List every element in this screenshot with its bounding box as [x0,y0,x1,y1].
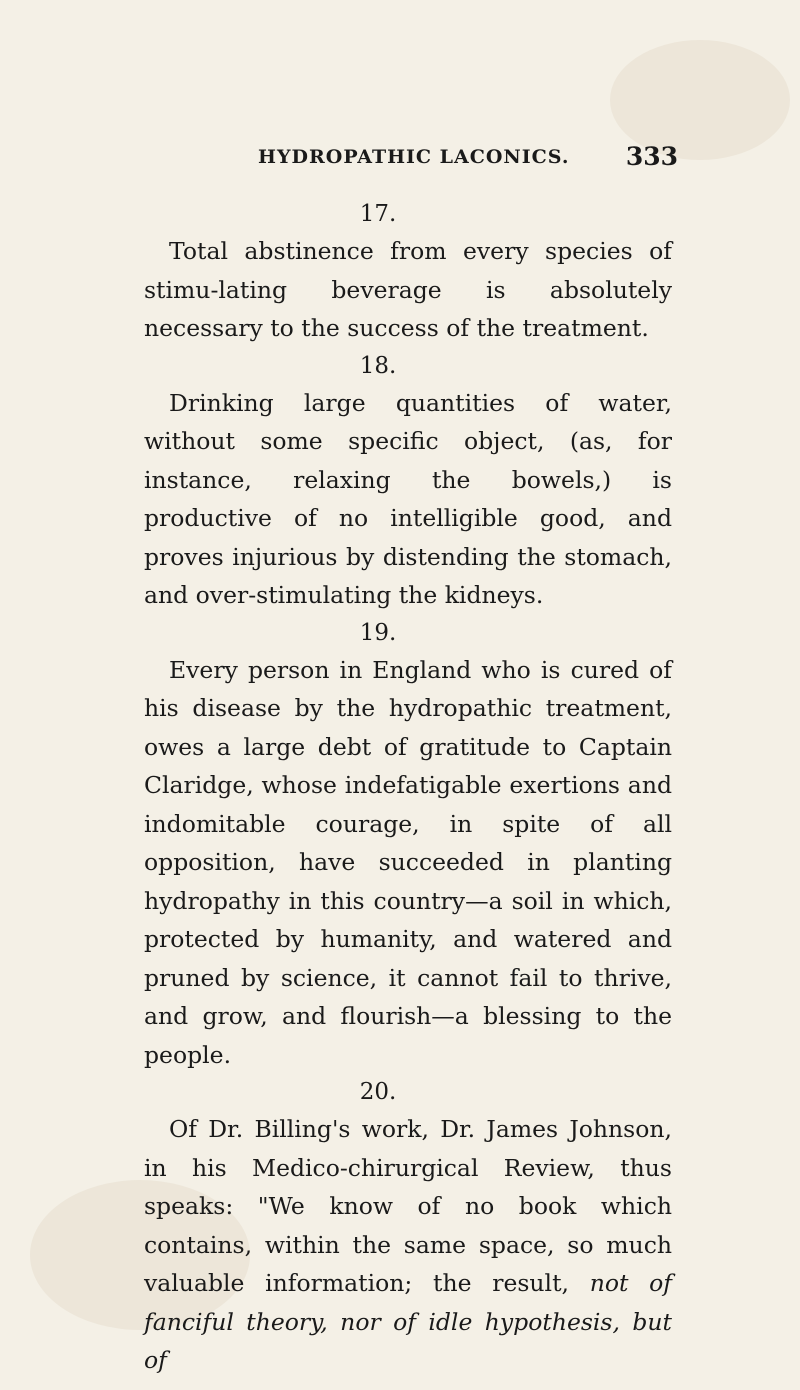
page-number: 333 [625,142,678,171]
section-number: 20. [359,1079,397,1105]
running-head [258,142,678,176]
paragraph: Every person in England who is cured of his disease by the hydropathic treatment, owes a large debt of gratitude to Captain Claridge, whose indefatigable exertions and indomitable courage, in spite of all opposition, have succeeded in planting hydropathy in this country—a soil in which, protected by humanity, and watered and pruned by science, it cannot fail to thrive, and grow, and flourish—a blessing to the people. [144,655,672,1069]
paragraph-text: Of Dr. Billing's work, Dr. James Johnson, in his Medico-chirurgical Review, thus speaks: "We know of no book which contains, within the same space, so much valuable information; the result, [144,1115,672,1297]
paragraph [144,1110,672,1380]
paragraph: Drinking large quantities of water, without some specific object, (as, for instance, relaxing the bowels,) is productive of no intelligible good, and proves injurious by distending the stomach, and over-stimulating the kidneys. [144,388,672,609]
italic-text: not of fanciful theory, nor of idle hypothesis, but of [144,1269,672,1374]
section-number: 19. [359,619,397,646]
paragraph: Total abstinence from every species of stimu-lating beverage is absolutely necessary to the success of the treatment. [144,237,672,342]
section-number: 17. [359,201,397,227]
body-text [144,196,672,1380]
running-title: HYDROPATHIC LACONICS. [258,146,570,168]
section-number: 18. [359,352,397,379]
